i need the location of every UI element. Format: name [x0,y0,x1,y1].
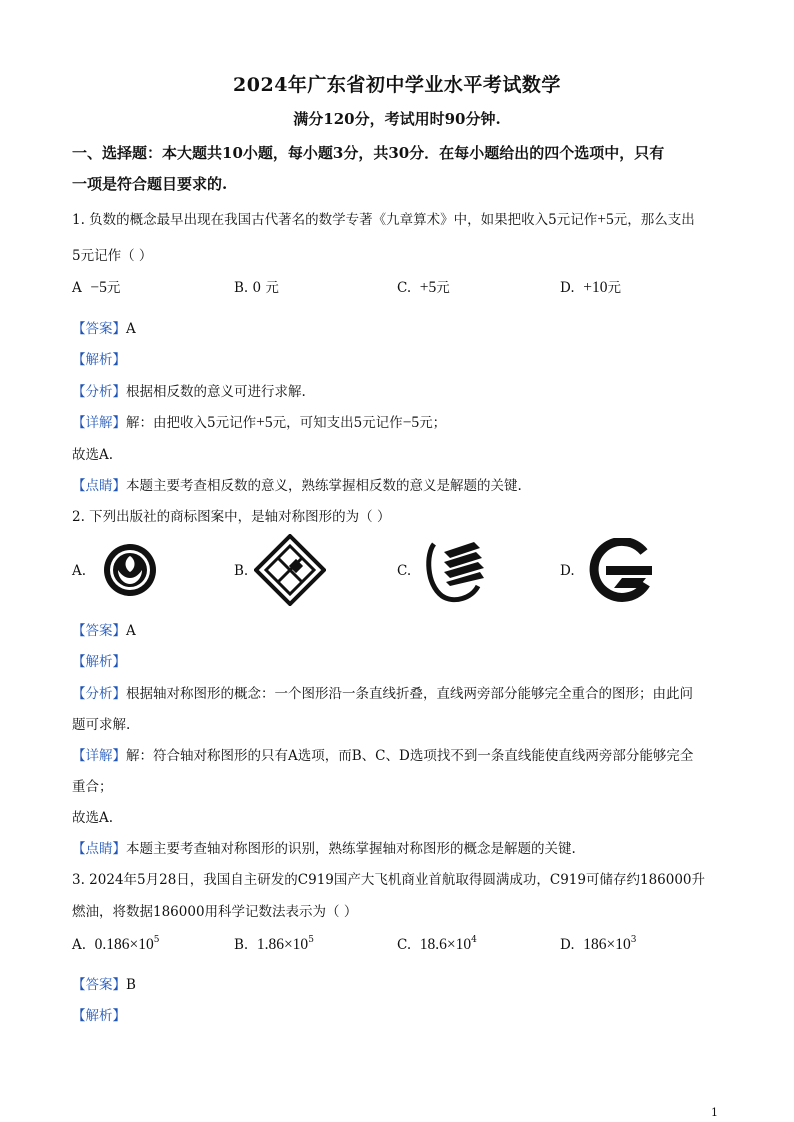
q1-analysis-tag: 【解析】 [72,352,126,368]
q2-option-b-label: B. [234,563,249,579]
q1-fenxi: 【分析】根据相反数的意义可进行求解. [72,384,306,400]
q1-stem-text-b: 元，那么支出 [613,212,695,228]
q2-option-a-label: A. [72,563,87,579]
q2-xiangjie-line2: 重合； [72,779,113,795]
q2-xiangjie-line1: 【详解】解：符合轴对称图形的只有A选项，而B、C、D选项找不到一条直线能使直线两旁部分能够完全 [72,748,694,764]
q1-stem-text-a: 1. 负数的概念最早出现在我国古代著名的数学专著《九章算术》中，如果把收入5元记作 [72,212,598,228]
q1-stem-line1 [72,208,695,229]
q1-xiangjie: 【详解】解：由把收入5元记作+5元，可知支出5元记作−5元； [72,414,447,431]
answer-value: B [126,977,136,993]
section-heading-line2: 一项是符合题目要求的. [72,175,228,193]
answer-tag: 【答案】 [72,623,126,639]
q2-answer [72,619,136,639]
circle-g-logo-icon [586,538,656,604]
q2-fenxi-line2: 题可求解. [72,717,131,733]
section-heading-line1: 一、选择题：本大题共10小题，每小题3分，共30分．在每小题给出的四个选项中，只有 [72,144,665,162]
answer-tag: 【答案】 [72,321,126,337]
q3-option-c: C. $18.6\times 10^4$ [397,935,477,953]
hands-leaf-logo-icon [100,540,160,600]
q3-option-b: B. $1.86\times 10^5$ [234,935,314,953]
q2-dianjing: 【点睛】本题主要考查轴对称图形的识别，熟练掌握轴对称图形的概念是解题的关键. [72,841,576,857]
q3-analysis-tag: 【解析】 [72,1008,126,1024]
book-swirl-logo-icon [420,538,492,606]
q3-answer [72,973,136,993]
q3-stem-line2: 燃油，将数据186000用科学记数法表示为（ ） [72,904,358,920]
q3-stem-line1: 3. 2024年5月28日，我国自主研发的C919国产大飞机商业首航取得圆满成功，C919可储存约186000升 [72,872,706,888]
q2-analysis-tag: 【解析】 [72,654,126,670]
q2-option-d-label: D. [560,563,575,579]
q1-answer [72,317,136,337]
q2-choose: 故选A. [72,810,114,826]
q1-option-b: B. 0 元 [234,280,279,296]
q2-fenxi-line1: 【分析】根据轴对称图形的概念：一个图形沿一条直线折叠，直线两旁部分能够完全重合的图形；由此问 [72,686,693,702]
q1-choose: 故选A. [72,447,114,463]
q1-dianjing: 【点睛】本题主要考查相反数的意义，熟练掌握相反数的意义是解题的关键. [72,478,522,494]
q1-stem-math: +5 [597,211,614,228]
q1-stem-line2: 5元记作（ ） [72,248,153,264]
page-title: 2024年广东省初中学业水平考试数学 [233,74,561,96]
page-subtitle: 满分120分，考试用时90分钟. [293,110,501,128]
answer-value: A [126,623,136,639]
q1-option-a: A −5元 [72,279,121,296]
q2-option-c-label: C. [397,563,412,579]
diamond-window-logo-icon [254,534,326,606]
section-heading [72,138,732,200]
q2-stem: 2. 下列出版社的商标图案中，是轴对称图形的为（ ） [72,509,391,525]
answer-tag: 【答案】 [72,977,126,993]
q1-option-c: C. +5元 [397,279,450,296]
q3-option-d: D. $186\times 10^3$ [560,935,637,953]
q1-option-d: D. +10元 [560,279,621,296]
q3-option-a: A. $0.186\times 10^5$ [72,935,160,953]
page-number: 1 [711,1106,718,1119]
answer-value: A [126,321,136,337]
